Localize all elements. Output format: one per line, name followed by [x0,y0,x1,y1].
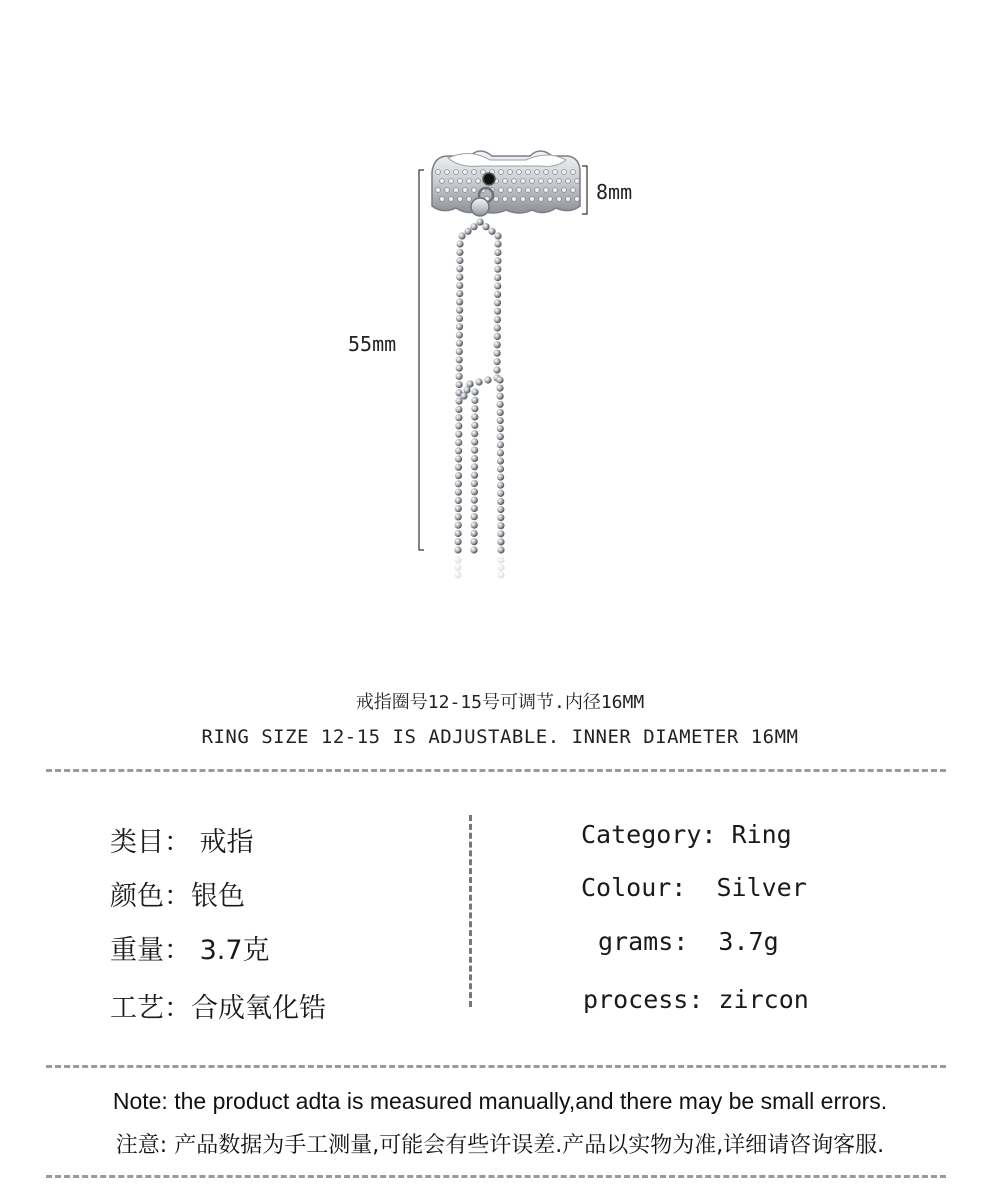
chain-bead [456,298,463,305]
band-texture-dot [458,179,463,184]
chain-bead [455,447,462,454]
bead-chains [454,218,504,578]
chain-bead [497,401,504,408]
chain-bead [497,449,504,456]
chain-bead [456,249,463,256]
band-texture-dot [517,170,522,175]
spec-cn-category: 类目： 戒指 [110,827,254,858]
chain-bead [454,564,461,571]
chain-bead [471,522,478,529]
band-texture-dot [553,188,558,193]
chain-bead [494,232,501,239]
chain-bead [471,497,478,504]
chain-bead [456,274,463,281]
chain-bead [493,366,500,373]
chain-bead [464,228,471,235]
band-texture-dot [445,188,450,193]
band-texture-dot [458,197,463,202]
chain-bead [497,417,504,424]
chain-bead [456,307,463,314]
band-texture-dot [548,179,553,184]
band-texture-dot [449,179,454,184]
chain-bead [455,513,462,520]
band-texture-dot [571,170,576,175]
chain-bead [471,455,478,462]
chain-bead [455,505,462,512]
chain-bead [471,447,478,454]
chain-bead [482,223,489,230]
spec-en-category: Category: Ring [581,820,792,849]
chain-bead [471,413,478,420]
pendant-charm [471,198,489,216]
band-texture-dot [530,179,535,184]
band-texture-dot [436,188,441,193]
chain-bead [471,438,478,445]
chain-bead [471,388,478,395]
chain-bead [455,489,462,496]
spec-en-weight: grams: 3.7g [598,927,779,956]
band-texture-dot [467,197,472,202]
band-texture-dot [562,188,567,193]
vertical-dashed-divider [469,815,472,1007]
band-texture-dot [575,179,580,184]
chain-bead [454,546,461,553]
band-texture-dot [512,197,517,202]
chain-bead [456,356,463,363]
spec-cn-process: 工艺：合成氧化锆 [110,993,326,1024]
chain-bead [471,530,478,537]
band-texture-dot [476,179,481,184]
chain-bead [471,422,478,429]
chain-bead [456,373,463,380]
chain-bead [494,299,501,306]
chain-bead [494,257,501,264]
dashed-divider [46,769,946,772]
chain-bead [471,463,478,470]
chain-bead [471,405,478,412]
chain-bead [497,457,504,464]
chain-bead [494,249,501,256]
band-texture-dot [557,179,562,184]
band-texture-dot [544,188,549,193]
chain-bead [456,348,463,355]
spec-cn-colour: 颜色：银色 [110,881,245,912]
chain-bead [497,522,504,529]
chain-bead [456,381,463,388]
band-texture-dot [566,179,571,184]
ring-band [432,151,580,213]
band-texture-dot [553,170,558,175]
chain-bead [497,433,504,440]
chain-bead [455,431,462,438]
chain-bead [497,564,504,571]
band-texture-dot [440,197,445,202]
chain-bead [455,455,462,462]
band-texture-dot [503,197,508,202]
chain-bead [471,472,478,479]
band-texture-dot [517,188,522,193]
chain-bead [497,425,504,432]
ring-size-en: RING SIZE 12-15 IS ADJUSTABLE. INNER DIAMETER 16MM [201,726,799,748]
chain-bead [497,409,504,416]
chain-bead [455,530,462,537]
chain-bead [497,441,504,448]
band-texture-dot [499,170,504,175]
chain-bead [497,571,504,578]
chain-bead [497,482,504,489]
spec-en-process: process: zircon [583,985,809,1014]
chain-bead [455,414,462,421]
chain-bead [494,308,501,315]
chain-bead [456,365,463,372]
chain-bead [470,546,477,553]
chain-bead [454,556,461,563]
band-texture-dot [521,197,526,202]
band-texture-dot [521,179,526,184]
band-texture-dot [499,188,504,193]
band-texture-dot [575,197,580,202]
chain-bead [494,316,501,323]
chain-bead [497,530,504,537]
band-texture-dot [562,170,567,175]
band-texture-dot [535,170,540,175]
chain-bead [494,324,501,331]
chain-bead [454,571,461,578]
chain-bead [476,218,483,225]
chain-bead [496,376,503,383]
dashed-divider [46,1175,946,1178]
band-texture-dot [557,197,562,202]
band-texture-dot [463,188,468,193]
ring-size-cn: 戒指圈号12-15号可调节.内径16MM [355,692,645,713]
chain-bead [470,223,477,230]
chain-bead [455,464,462,471]
length-dimension-label: 55mm [348,332,397,356]
band-texture-dot [463,170,468,175]
dashed-divider [46,1065,946,1068]
chain-bead [471,430,478,437]
chain-bead [471,488,478,495]
chain-bead [455,422,462,429]
band-texture-dot [436,170,441,175]
chain-bead [497,546,504,553]
band-texture-dot [472,188,477,193]
chain-bead [456,240,463,247]
chain-bead [497,538,504,545]
chain-bead [494,350,501,357]
chain-bead [458,232,465,239]
spec-en-colour: Colour: Silver [581,873,807,902]
chain-bead [484,376,491,383]
chain-bead [497,490,504,497]
band-texture-dot [467,179,472,184]
chain-bead [456,290,463,297]
chain-bead [471,538,478,545]
band-texture-dot [503,179,508,184]
chain-bead [496,385,503,392]
band-texture-dot [440,179,445,184]
chain-bead [488,228,495,235]
band-texture-dot [530,197,535,202]
chain-bead [455,480,462,487]
band-texture-dot [544,170,549,175]
spec-cn-weight: 重量： 3.7克 [110,935,270,966]
chain-bead [456,257,463,264]
chain-bead [494,274,501,281]
chain-bead [460,392,467,399]
band-texture-dot [454,188,459,193]
chain-bead [494,282,501,289]
height-dimension-label: 8mm [596,180,633,204]
chain-bead [455,522,462,529]
band-texture-dot [548,197,553,202]
chain-bead [455,406,462,413]
band-texture-dot [539,179,544,184]
chain-bead [456,340,463,347]
chain-bead [494,341,501,348]
band-texture-dot [566,197,571,202]
chain-bead [497,393,504,400]
chain-bead [475,378,482,385]
band-texture-dot [508,170,513,175]
chain-bead [494,291,501,298]
chain-bead [456,315,463,322]
chain-bead [494,333,501,340]
band-texture-dot [526,170,531,175]
chain-bead [455,439,462,446]
chain-bead [471,480,478,487]
band-texture-dot [449,197,454,202]
band-texture-dot [535,188,540,193]
chain-bead [456,282,463,289]
band-texture-dot [539,197,544,202]
chain-bead [497,506,504,513]
chain-bead [455,497,462,504]
chain-bead [494,266,501,273]
chain-bead [497,474,504,481]
chain-bead [494,240,501,247]
chain-bead [455,472,462,479]
band-texture-dot [494,197,499,202]
note-en: Note: the product adta is measured manually,and there may be small errors. [112,1088,888,1114]
chain-bead [456,331,463,338]
band-texture-dot [481,170,486,175]
chain-bead [471,505,478,512]
chain-bead [455,538,462,545]
chain-bead [471,513,478,520]
band-texture-dot [512,179,517,184]
note-cn: 注意: 产品数据为手工测量,可能会有些许误差.产品以实物为准,详细请咨询客服. [115,1133,885,1158]
band-texture-dot [526,188,531,193]
chain-bead [497,498,504,505]
band-texture-dot [454,170,459,175]
band-texture-dot [508,188,513,193]
band-texture-dot [571,188,576,193]
band-texture-dot [472,170,477,175]
band-texture-dot [445,170,450,175]
chain-bead [497,514,504,521]
chain-bead [471,397,478,404]
zircon-stone [483,173,495,185]
chain-bead [456,323,463,330]
chain-bead [494,358,501,365]
chain-bead [456,265,463,272]
chain-bead [497,556,504,563]
chain-bead [497,465,504,472]
